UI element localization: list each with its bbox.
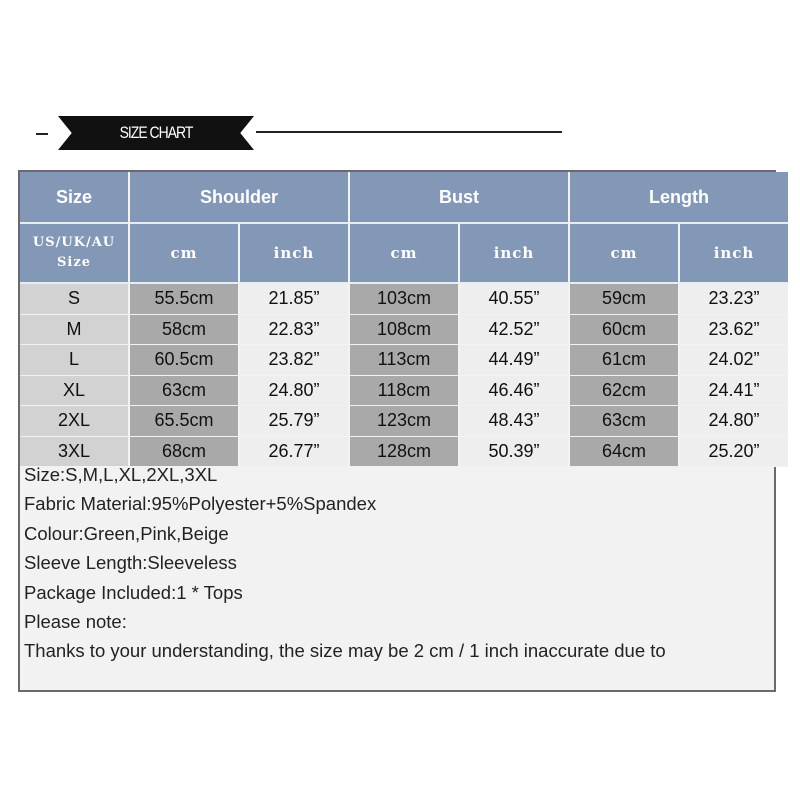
cell-length-cm: 62cm (570, 376, 678, 407)
table-row (20, 376, 788, 407)
product-notes (24, 460, 772, 666)
header-shoulder: Shoulder (130, 172, 348, 224)
subheader-bust-cm: cm (350, 224, 458, 284)
table-row (20, 345, 788, 376)
cell-bust-cm: 128cm (350, 437, 458, 468)
cell-length-cm: 61cm (570, 345, 678, 376)
cell-size: 3XL (20, 437, 128, 468)
cell-shoulder-inch: 22.83” (240, 315, 348, 346)
cell-bust-cm: 108cm (350, 315, 458, 346)
subheader-bust-inch: inch (460, 224, 568, 284)
subheader-shoulder-cm: cm (130, 224, 238, 284)
note-fabric: Fabric Material:95%Polyester+5%Spandex (24, 493, 377, 515)
cell-size: M (20, 315, 128, 346)
size-chart-banner (36, 112, 566, 156)
subheader-shoulder-inch: inch (240, 224, 348, 284)
header-size-line2: Size (57, 255, 91, 270)
subheader-length-inch: inch (680, 224, 788, 284)
banner-dash (36, 133, 48, 135)
cell-length-cm: 63cm (570, 406, 678, 437)
header-bust: Bust (350, 172, 568, 224)
table-row (20, 406, 788, 437)
cell-length-cm: 64cm (570, 437, 678, 468)
cell-shoulder-cm: 63cm (130, 376, 238, 407)
note-package: Package Included:1 * Tops (24, 581, 243, 603)
cell-length-inch: 24.02” (680, 345, 788, 376)
cell-length-cm: 59cm (570, 284, 678, 315)
header-length: Length (570, 172, 788, 224)
header-size: Size (20, 172, 128, 224)
note-disclaimer: Thanks to your understanding, the size may be 2 cm / 1 inch inaccurate due to (24, 640, 666, 662)
cell-length-inch: 23.23” (680, 284, 788, 315)
cell-shoulder-inch: 25.79” (240, 406, 348, 437)
banner-rule (256, 131, 562, 133)
cell-bust-cm: 123cm (350, 406, 458, 437)
cell-size: L (20, 345, 128, 376)
cell-shoulder-cm: 68cm (130, 437, 238, 468)
note-colour: Colour:Green,Pink,Beige (24, 522, 229, 544)
cell-length-inch: 24.41” (680, 376, 788, 407)
note-sleeve: Sleeve Length:Sleeveless (24, 552, 237, 574)
cell-size: S (20, 284, 128, 315)
table-row (20, 284, 788, 315)
cell-bust-inch: 46.46” (460, 376, 568, 407)
cell-shoulder-inch: 21.85” (240, 284, 348, 315)
table-row (20, 315, 788, 346)
cell-shoulder-inch: 26.77” (240, 437, 348, 468)
cell-shoulder-inch: 23.82” (240, 345, 348, 376)
header-us-uk-au-size (20, 224, 128, 284)
cell-shoulder-cm: 60.5cm (130, 345, 238, 376)
cell-shoulder-inch: 24.80” (240, 376, 348, 407)
note-size: Size:S,M,L,XL,2XL,3XL (24, 464, 218, 485)
cell-bust-cm: 118cm (350, 376, 458, 407)
cell-length-cm: 60cm (570, 315, 678, 346)
cell-bust-inch: 42.52” (460, 315, 568, 346)
cell-bust-inch: 48.43” (460, 406, 568, 437)
header-size-line1: US/UK/AU (32, 235, 116, 250)
cell-size: 2XL (20, 406, 128, 437)
cell-shoulder-cm: 58cm (130, 315, 238, 346)
note-please-note: Please note: (24, 611, 127, 633)
cell-size: XL (20, 376, 128, 407)
cell-bust-cm: 113cm (350, 345, 458, 376)
cell-bust-cm: 103cm (350, 284, 458, 315)
cell-shoulder-cm: 55.5cm (130, 284, 238, 315)
cell-bust-inch: 40.55” (460, 284, 568, 315)
subheader-length-cm: cm (570, 224, 678, 284)
cell-bust-inch: 44.49” (460, 345, 568, 376)
cell-length-inch: 25.20” (680, 437, 788, 468)
banner-title: SIZE CHART (119, 123, 193, 142)
cell-length-inch: 23.62” (680, 315, 788, 346)
cell-length-inch: 24.80” (680, 406, 788, 437)
cell-bust-inch: 50.39” (460, 437, 568, 468)
size-table (18, 172, 790, 467)
cell-shoulder-cm: 65.5cm (130, 406, 238, 437)
